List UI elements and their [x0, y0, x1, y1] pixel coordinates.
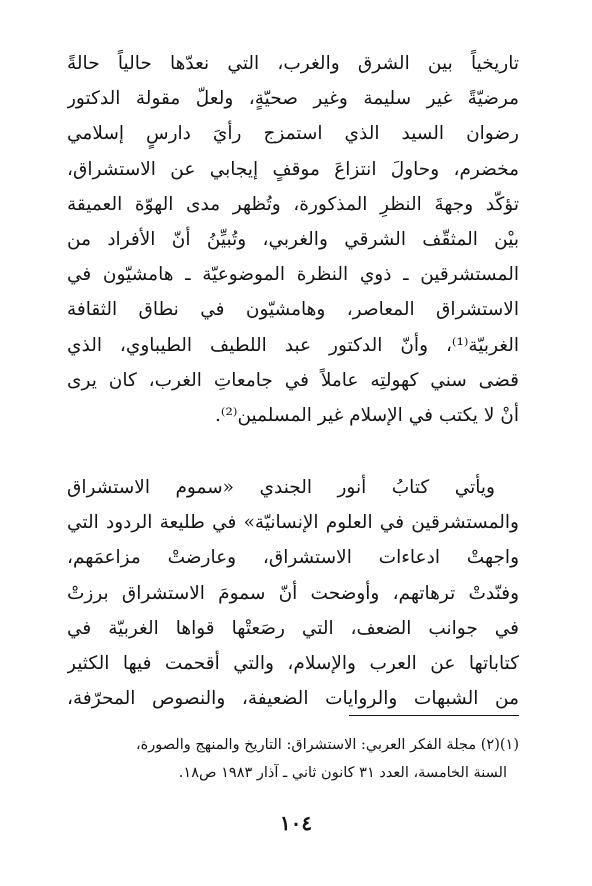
text-line: بيْن المثقّف الشرقي والغربي، وتُبيِّنُ أنّ الأفراد من	[67, 228, 519, 250]
text-line: في جوانب الضعف، التي رصَعتْها قواها الغربيّة في	[67, 617, 519, 639]
paragraph-1	[67, 46, 519, 433]
text-line: المستشرقين ـ ذوي النظرة الموضوعيّة ـ هامشيّون في	[67, 264, 519, 286]
footnote	[67, 731, 519, 787]
footnote-line: (١)(٢) مجلة الفكر العربي: الاستشراق: التاريخ والمنهج والصورة،	[135, 737, 519, 753]
text-line: قضى سني كهولتِه عاملاً في جامعاتِ الغرب، كان يرى	[67, 369, 519, 391]
text-line: مخضرم، وحاولَ انتزاعَ موقفٍ إيجابي عن الاستشراق،	[67, 158, 519, 180]
text-line: مرضيّةً غير سليمة وغير صحيّةٍ، ولعلّ مقولة الدكتور	[67, 88, 519, 110]
page-number: ١٠٤	[279, 811, 313, 835]
text-line: والمستشرقين في العلوم الإنسانيّة» في طليعة الردود التي	[67, 512, 519, 534]
text-line: تؤكّد وجهةَ النظرِ المذكورة، وتُظهر مدى الهوّة العميقة	[67, 193, 519, 215]
text-line: رضوان السيد الذي استمزج رأيَ دارسٍ إسلامي	[67, 123, 519, 145]
text-line: كتاباتها عن العرب والإسلام، والتي أقحمت فيها الكثير	[67, 652, 519, 674]
text-line: من الشبهات والروايات الضعيفة، والنصوص المحرّفة،	[67, 688, 519, 710]
text-line: وفنّدتْ ترهاتهم، وأوضحت أنّ سمومَ الاستشراق برزتْ	[67, 582, 519, 604]
footnote-separator	[349, 715, 519, 716]
footnote-line: السنة الخامسة، العدد ٣١ كانون ثاني ـ آذار ١٩٨٣ ص١٨.	[178, 765, 507, 781]
text-line: الغربيّة⁽¹⁾، وأنّ الدكتور عبد اللطيف الطيباوي، الذي	[67, 334, 519, 356]
paragraph-2	[67, 470, 519, 716]
text-line: ويأتي كتابُ أنور الجندي «سموم الاستشراق	[67, 477, 495, 498]
text-line: تاريخياً بين الشرق والغرب، التي نعدّها حالياً حالةً	[67, 53, 519, 74]
text-line: أنْ لا يكتب في الإسلام غير المسلمين⁽²⁾.	[215, 404, 519, 426]
text-line: واجهتْ ادعاءات الاستشراق، وعارضتْ مزاعمَهم،	[67, 547, 519, 569]
text-line: الاستشراق المعاصر، وهامشيّون في نطاق الثقافة	[67, 299, 519, 321]
